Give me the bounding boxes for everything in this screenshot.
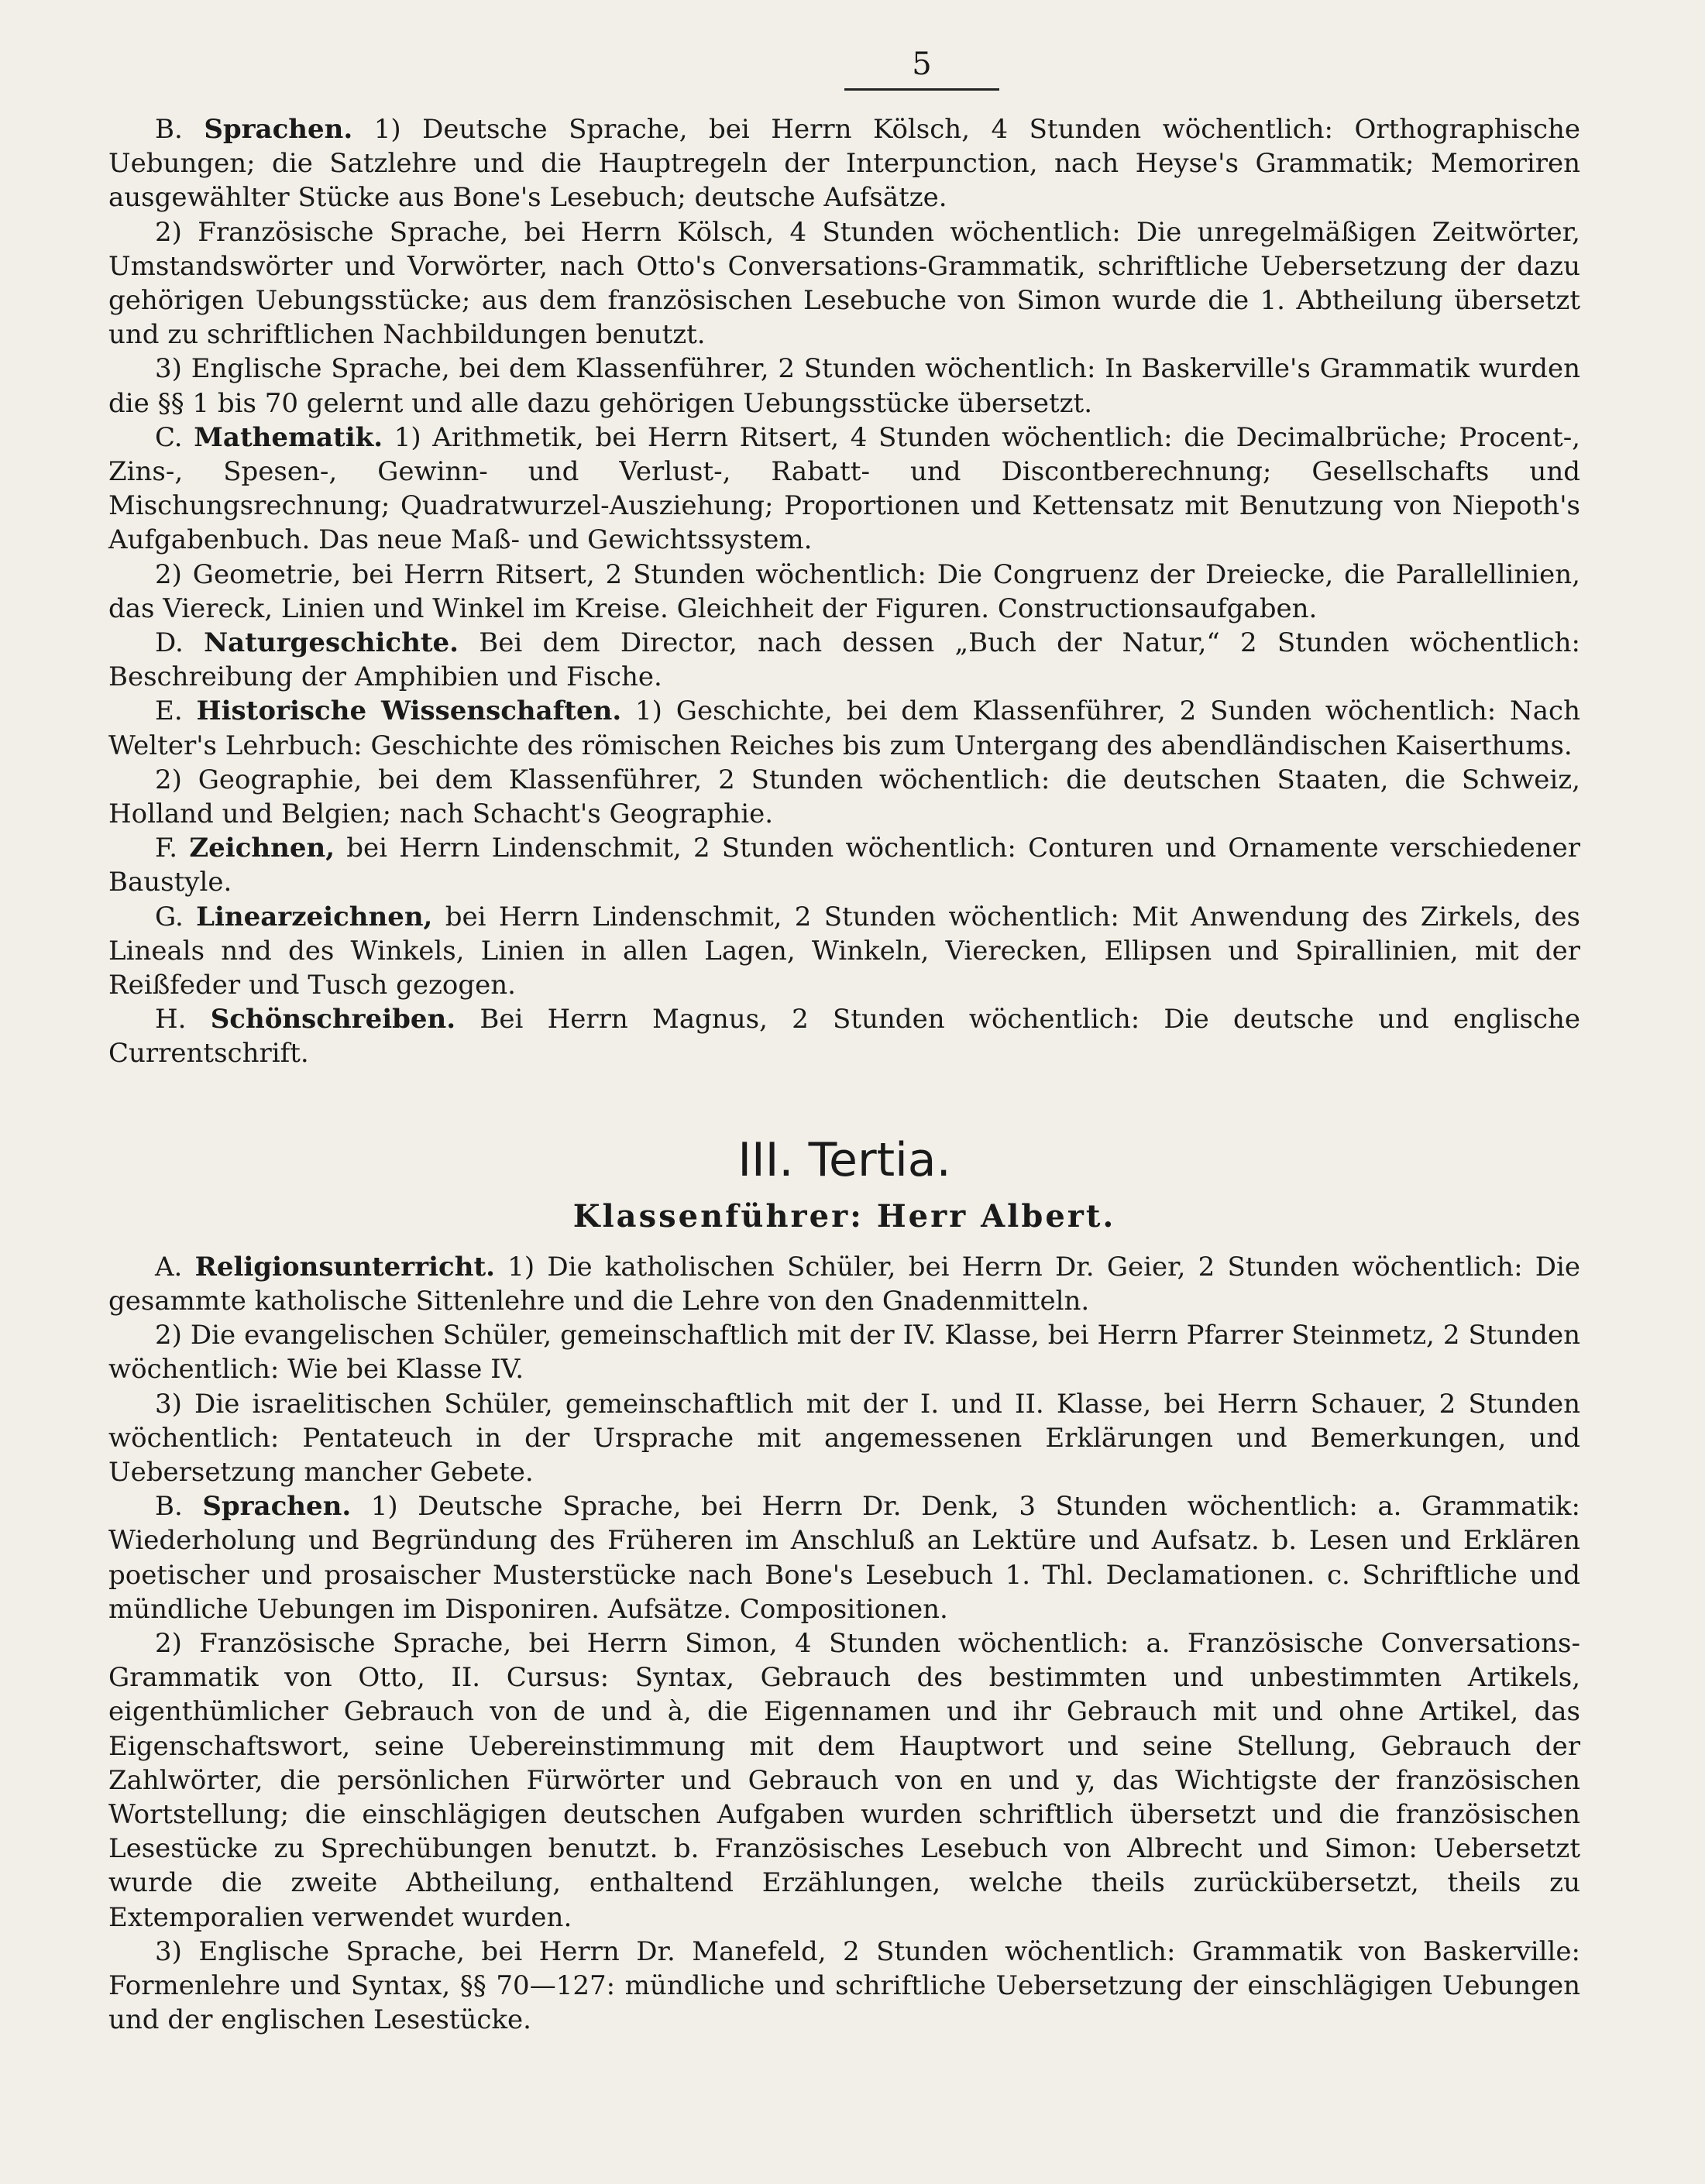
paragraph-label: A.	[155, 1251, 183, 1283]
paragraph-label: G.	[155, 901, 184, 932]
paragraph-text: 2) Französische Sprache, bei Herrn Kölsch, 4 Stunden wöchentlich: Die unregelmäßigen Zeitwörter, Umstandswörter und Vorwörter, nach Otto's Conversations-Grammatik, schriftliche Uebersetzung der dazu gehörigen Uebungsstücke; aus dem französischen Lesebuche von Simon wurde die 1. Abtheilung übersetzt und zu schriftlichen Nachbildungen benutzt.	[108, 216, 1580, 351]
paragraph-text: bei Herrn Lindenschmit, 2 Stunden wöchentlich: Conturen und Ornamente verschiedener Baustyle.	[108, 833, 1580, 898]
paragraph	[108, 558, 1580, 626]
class-leader: Klassenführer: Herr Albert.	[572, 1197, 1116, 1235]
page-number: 5	[912, 46, 932, 82]
paragraph	[108, 626, 1580, 694]
paragraph-text: 1) Deutsche Sprache, bei Herrn Kölsch, 4 Stunden wöchentlich: Orthographische Uebungen; die Satzlehre und die Hauptregeln der Interpunction, nach Heyse's Grammatik; Memoriren ausgewählter Stücke aus Bone's Lesebuch; deutsche Aufsätze.	[108, 114, 1581, 214]
paragraph	[108, 1626, 1580, 1935]
paragraph-label: C.	[155, 421, 183, 453]
paragraph	[108, 1002, 1580, 1070]
paragraph-text: 3) Die israelitischen Schüler, gemeinschaftlich mit der I. und II. Klasse, bei Herrn Schauer, 2 Stunden wöchentlich: Pentateuch in der Ursprache mit angemessenen Erklärungen und Bemerkungen, und Uebersetzung mancher Gebete.	[108, 1388, 1580, 1488]
paragraph-text: 2) Die evangelischen Schüler, gemeinschaftlich mit der IV. Klasse, bei Herrn Pfarrer Steinmetz, 2 Stunden wöchentlich: Wie bei Klasse IV.	[108, 1320, 1580, 1386]
paragraph-text: 2) Geographie, bei dem Klassenführer, 2 Stunden wöchentlich: die deutschen Staaten, die Schweiz, Holland und Belgien; nach Schacht's Geographie.	[108, 764, 1580, 830]
paragraph-heading: Schönschreiben.	[210, 1004, 456, 1035]
paragraph	[108, 763, 1580, 831]
paragraph-label: B.	[155, 114, 183, 145]
paragraph-heading: Zeichnen,	[189, 833, 335, 864]
paragraph	[108, 1250, 1580, 1318]
paragraph	[108, 352, 1580, 420]
paragraph-text: 2) Französische Sprache, bei Herrn Simon, 4 Stunden wöchentlich: a. Französische Conversations-Grammatik von Otto, II. Cursus: Syntax, Gebrauch des bestimmten und unbestimmten Artikels, eigenthümlicher Gebrauch von de und à, die Eigennamen und ihr Gebrauch mit und ohne Artikel, das Eigenschaftswort, seine Uebereinstimmung mit dem Hauptwort und seine Stellung, Gebrauch der Zahlwörter, die persönlichen Fürwörter und Gebrauch von en und y, das Wichtigste der französischen Wortstellung; die einschlägigen deutschen Aufgaben wurden schriftlich übersetzt und die französischen Lesestücke zu Sprechübungen benutzt. b. Französisches Lesebuch von Albrecht und Simon: Uebersetzt wurde die zweite Abtheilung, enthaltend Erzählungen, welche theils zurückübersetzt, theils zu Extemporalien verwendet wurden.	[108, 1627, 1580, 1933]
paragraph-text: bei Herrn Lindenschmit, 2 Stunden wöchentlich: Mit Anwendung des Zirkels, des Lineals nnd des Winkels, Linien in allen Lagen, Winkeln, Vierecken, Ellipsen und Spirallinien, mit der Reißfeder und Tusch gezogen.	[108, 901, 1581, 1001]
paragraph-text: 2) Geometrie, bei Herrn Ritsert, 2 Stunden wöchentlich: Die Congruenz der Dreiecke, die Parallellinien, das Viereck, Linien und Winkel im Kreise. Gleichheit der Figuren. Constructionsaufgaben.	[108, 558, 1580, 624]
paragraph-heading: Sprachen.	[204, 114, 353, 145]
paragraph-heading: Mathematik.	[194, 421, 383, 453]
paragraph-text: Bei dem Director, nach dessen „Buch der Natur,“ 2 Stunden wöchentlich: Beschreibung der Amphibien und Fische.	[108, 627, 1580, 693]
paragraph-heading: Sprachen.	[202, 1491, 352, 1523]
section-sekunda-continued	[108, 112, 1580, 1071]
paragraph-heading: Naturgeschichte.	[204, 627, 459, 659]
paragraph-heading: Religionsunterricht.	[194, 1251, 496, 1283]
paragraph	[108, 1318, 1580, 1386]
paragraph	[108, 421, 1580, 558]
paragraph-text: 1) Geschichte, bei dem Klassenführer, 2 Sunden wöchentlich: Nach Welter's Lehrbuch: Geschichte des römischen Reiches bis zum Untergang des abendländischen Kaiserthums.	[108, 695, 1580, 761]
paragraph	[108, 215, 1580, 352]
paragraph-label: H.	[155, 1004, 187, 1035]
paragraph-text: 3) Englische Sprache, bei Herrn Dr. Manefeld, 2 Stunden wöchentlich: Grammatik von Baskerville: Formenlehre und Syntax, §§ 70—127: mündliche und schriftliche Uebersetzung der einschlägigen Uebungen und der englischen Lesestücke.	[108, 1935, 1580, 2036]
paragraph	[108, 900, 1580, 1003]
paragraph	[108, 112, 1580, 215]
paragraph-label: D.	[155, 627, 184, 659]
paragraph-label: E.	[155, 695, 183, 727]
paragraph-text: 3) Englische Sprache, bei dem Klassenführer, 2 Stunden wöchentlich: In Baskerville's Grammatik wurden die §§ 1 bis 70 gelernt und alle dazu gehörigen Uebungsstücke übersetzt.	[108, 353, 1580, 419]
paragraph-text: 1) Die katholischen Schüler, bei Herrn Dr. Geier, 2 Stunden wöchentlich: Die gesammte katholische Sittenlehre und die Lehre von den Gnadenmitteln.	[108, 1251, 1580, 1317]
paragraph	[108, 694, 1580, 762]
paragraph	[108, 1935, 1580, 2038]
paragraph	[108, 1489, 1580, 1626]
paragraph-text: 1) Arithmetik, bei Herrn Ritsert, 4 Stunden wöchentlich: die Decimalbrüche; Procent-, Zins-, Spesen-, Gewinn- und Verlust-, Rabatt- und Discontberechnung; Gesellschafts und Mischungsrechnung; Quadratwurzel-Ausziehung; Proportionen und Kettensatz mit Benutzung von Niepoth's Aufgabenbuch. Das neue Maß- und Gewichtssystem.	[108, 421, 1580, 556]
paragraph-label: F.	[155, 833, 178, 864]
paragraph-text: Bei Herrn Magnus, 2 Stunden wöchentlich: Die deutsche und englische Currentschrift.	[108, 1004, 1581, 1070]
paragraph-text: 1) Deutsche Sprache, bei Herrn Dr. Denk, 3 Stunden wöchentlich: a. Grammatik: Wiederholung und Begründung des Früheren im Anschluß an Lektüre und Aufsatz. b. Lesen und Erklären poetischer und prosaischer Musterstücke nach Bone's Lesebuch 1. Thl. Declamationen. c. Schriftliche und mündliche Uebungen im Disponiren. Aufsätze. Compositionen.	[108, 1491, 1580, 1625]
paragraph-label: B.	[155, 1491, 183, 1523]
paragraph-heading: Linearzeichnen,	[196, 901, 433, 932]
paragraph	[108, 831, 1580, 899]
section-title: III. Tertia.	[737, 1132, 951, 1187]
paragraph	[108, 1387, 1580, 1490]
header-rule	[844, 88, 999, 91]
section-tertia	[108, 1250, 1580, 2038]
document-page	[108, 46, 1580, 2037]
paragraph-heading: Historische Wissenschaften.	[196, 695, 622, 727]
